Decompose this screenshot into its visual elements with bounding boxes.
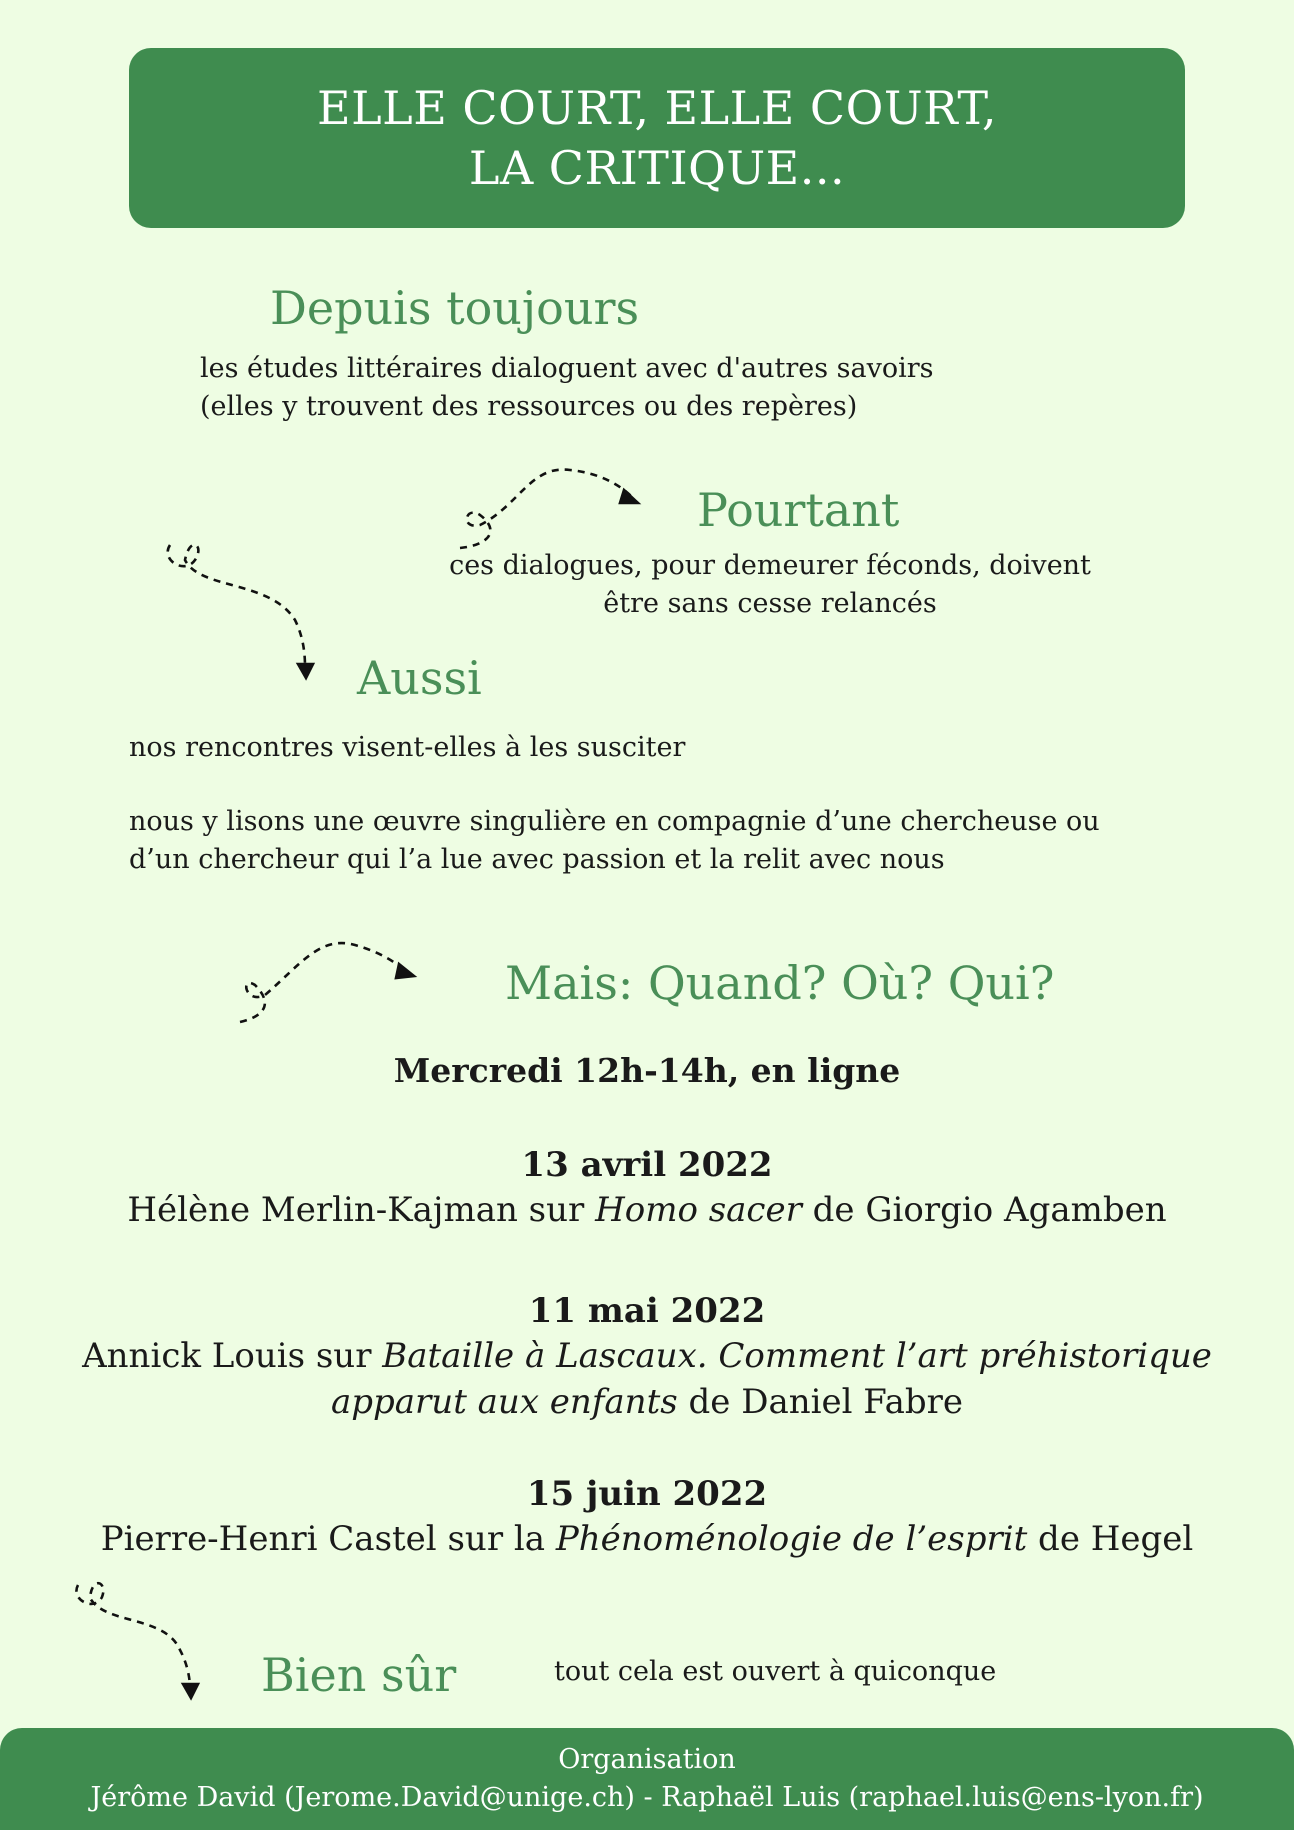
- section3-line-1: nos rencontres visent-elles à les susciter: [129, 732, 686, 763]
- heading-pourtant: Pourtant: [697, 483, 900, 537]
- event-2-speaker: Annick Louis sur: [82, 1336, 383, 1376]
- section1-line-2: (elles y trouvent des ressources ou des repères): [200, 391, 858, 422]
- event-3-speaker: Pierre-Henri Castel sur la: [100, 1519, 556, 1559]
- event-3-date: 15 juin 2022: [526, 1474, 768, 1514]
- event-3-author: de Hegel: [1027, 1519, 1194, 1559]
- footer-contacts: Jérôme David (Jerome.David@unige.ch) - Raphaël Luis (raphael.luis@ens-lyon.fr): [90, 1782, 1204, 1813]
- heading-quand-ou-qui: Mais: Quand? Où? Qui?: [505, 956, 1055, 1010]
- heading-aussi: Aussi: [357, 651, 482, 705]
- title-line-2: LA CRITIQUE...: [468, 141, 846, 195]
- section2-line-1: ces dialogues, pour demeurer féconds, doivent: [449, 550, 1091, 581]
- section3-para2-line-1: nous y lisons une œuvre singulière en compagnie d’une chercheuse ou: [129, 806, 1100, 837]
- event-1-speaker: Hélène Merlin-Kajman sur: [127, 1190, 596, 1230]
- title-line-1: ELLE COURT, ELLE COURT,: [317, 81, 997, 135]
- event-2-date: 11 mai 2022: [528, 1291, 766, 1331]
- heading-depuis-toujours: Depuis toujours: [270, 281, 640, 335]
- event-2-work-line-1: Bataille à Lascaux. Comment l’art préhistorique: [382, 1336, 1212, 1376]
- event-3-work: Phénoménologie de l’esprit: [555, 1519, 1028, 1559]
- section5-text: tout cela est ouvert à quiconque: [554, 1656, 997, 1687]
- section1-line-1: les études littéraires dialoguent avec d'autres savoirs: [200, 353, 934, 384]
- event-1-author: de Giorgio Agamben: [801, 1190, 1167, 1230]
- event-1-work: Homo sacer: [595, 1190, 802, 1230]
- section3-para2-line-2: d’un chercheur qui l’a lue avec passion et la relit avec nous: [129, 844, 945, 875]
- heading-bien-sur: Bien sûr: [261, 1648, 457, 1702]
- schedule-text: Mercredi 12h-14h, en ligne: [393, 1051, 901, 1090]
- event-2-author: de Daniel Fabre: [677, 1382, 964, 1422]
- event-2-work-line-2: apparut aux enfants: [330, 1382, 678, 1422]
- event-1-date: 13 avril 2022: [521, 1145, 773, 1185]
- footer-title: Organisation: [558, 1744, 736, 1775]
- section2-line-2: être sans cesse relancés: [603, 588, 937, 619]
